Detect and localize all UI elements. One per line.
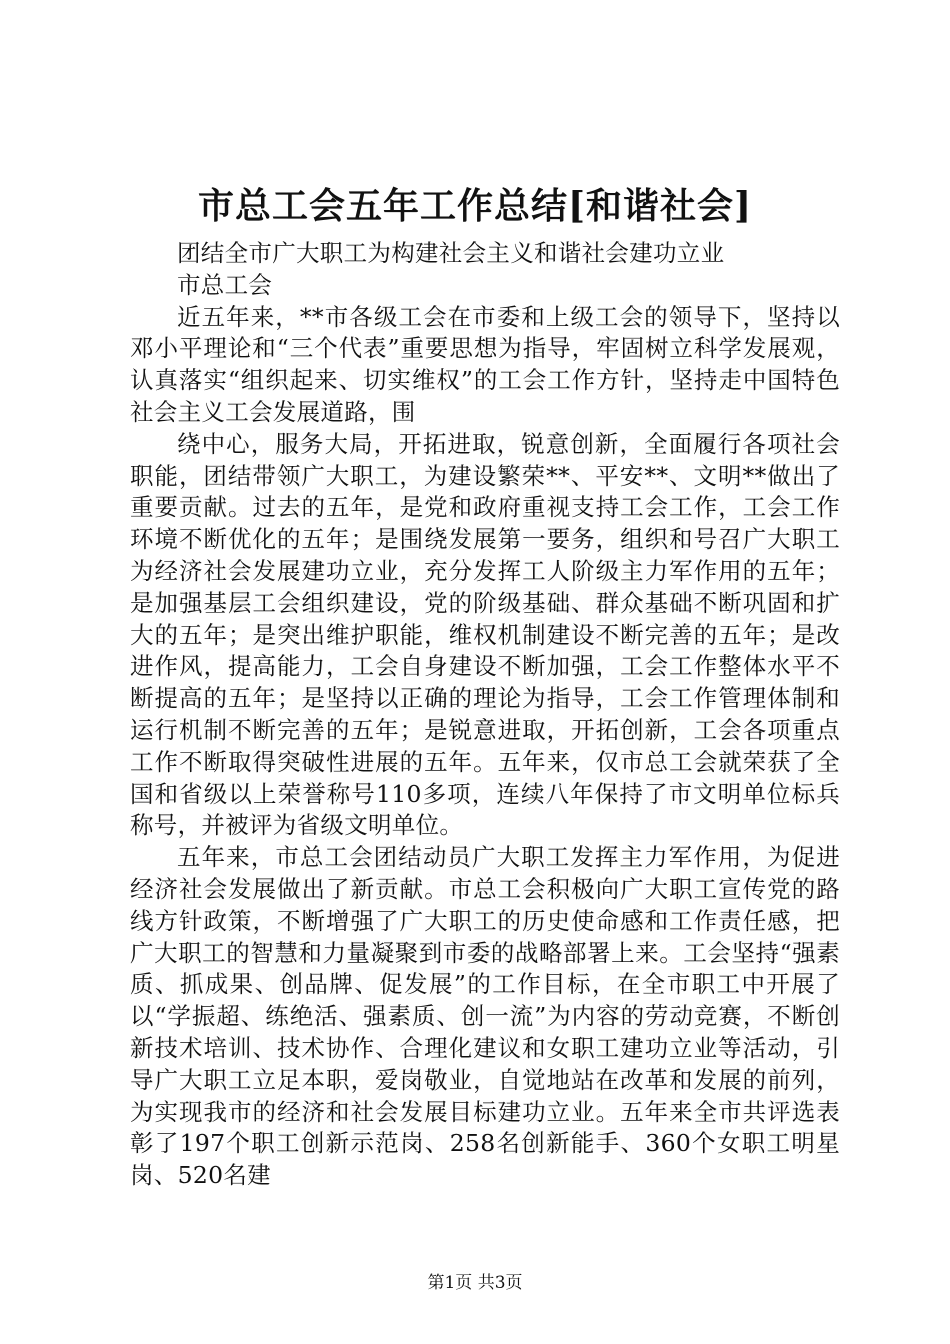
page-number: 第1页 共3页: [427, 1273, 523, 1293]
paragraph: 绕中心，服务大局，开拓进取，锐意创新，全面履行各项社会职能，团结带领广大职工，为建设繁荣**、平安**、文明**做出了重要贡献。过去的五年，是党和政府重视支持工会工作，工会工作环境不断优化的五年；是围绕发展第一要务，组织和号召广大职工为经济社会发展建功立业，充分发挥工人阶级主力军作用的五年；是加强基层工会组织建设，党的阶级基础、群众基础不断巩固和扩大的五年；是突出维护职能，维权机制建设不断完善的五年；是改进作风，提高能力，工会自身建设不断加强，工会工作整体水平不断提高的五年；是坚持以正确的理论为指导，工会工作管理体制和运行机制不断完善的五年；是锐意进取，开拓创新，工会各项重点工作不断取得突破性进展的五年。五年来，仅市总工会就荣获了全国和省级以上荣誉称号110多项，连续八年保持了市文明单位标兵称号，并被评为省级文明单位。: [130, 429, 840, 840]
paragraph: 近五年来，**市各级工会在市委和上级工会的领导下，坚持以邓小平理论和“三个代表”重要思想为指导，牢固树立科学发展观，认真落实“组织起来、切实维权”的工会工作方针，坚持走中国特色社会主义工会发展道路，围: [130, 302, 840, 426]
paragraph: 五年来，市总工会团结动员广大职工发挥主力军作用，为促进经济社会发展做出了新贡献。市总工会积极向广大职工宣传党的路线方针政策，不断增强了广大职工的历史使命感和工作责任感，把广大职工的智慧和力量凝聚到市委的战略部署上来。工会坚持“强素质、抓成果、创品牌、促发展”的工作目标，在全市职工中开展了以“学振超、练绝活、强素质、创一流”为内容的劳动竞赛，不断创新技术培训、技术协作、合理化建议和女职工建功立业等活动，引导广大职工立足本职，爱岗敬业，自觉地站在改革和发展的前列，为实现我市的经济和社会发展目标建功立业。五年来全市共评选表彰了197个职工创新示范岗、258名创新能手、360个女职工明星岗、520名建: [130, 843, 840, 1190]
subtitle: 团结全市广大职工为构建社会主义和谐社会建功立业: [177, 239, 725, 267]
document-body: [130, 238, 840, 1192]
document-title: 市总工会五年工作总结[和谐社会]: [197, 185, 753, 227]
author: 市总工会: [177, 270, 273, 299]
